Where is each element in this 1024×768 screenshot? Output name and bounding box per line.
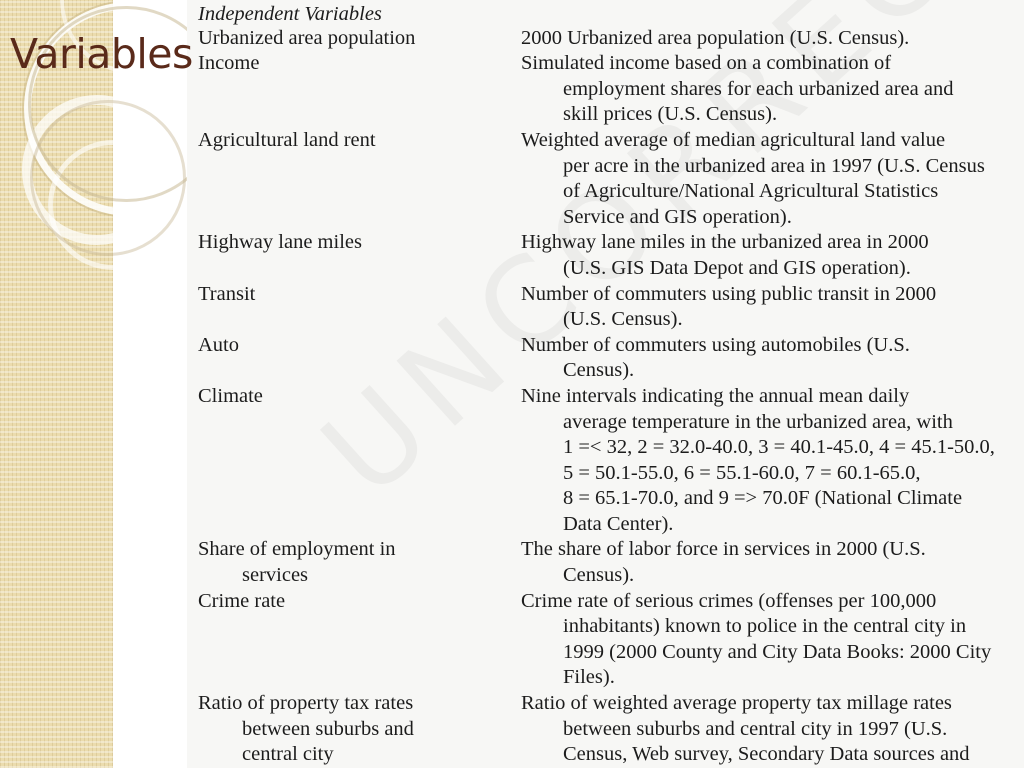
variable-name-cell (198, 51, 521, 128)
definition-line: Number of commuters using public transit in 2000 (521, 282, 937, 305)
table-row (198, 51, 1024, 128)
definition-line: inhabitants) known to police in the central city in (563, 615, 967, 638)
variable-name-cell (198, 282, 521, 333)
variable-name-cell (198, 26, 521, 52)
definition-line: average temperature in the urbanized area, with (563, 410, 953, 433)
table-row (198, 128, 1024, 230)
definition-line: Simulated income based on a combination of (521, 52, 892, 75)
variable-definition-cell (521, 26, 1024, 52)
definition-line: of Agriculture/National Agricultural Statistics (563, 180, 939, 203)
variable-definition-cell (521, 282, 1024, 333)
variables-table (198, 0, 1024, 768)
definition-line: (U.S. Census). (563, 308, 683, 331)
variable-name-line: central city (242, 743, 334, 766)
variable-name-line: Urbanized area population (198, 26, 416, 49)
table-row (198, 691, 1024, 768)
table-row (198, 333, 1024, 384)
definition-line: Weighted average of median agricultural land value (521, 128, 946, 151)
definition-line: Nine intervals indicating the annual mean daily (521, 384, 910, 407)
definition-line: Number of commuters using automobiles (U.S. (521, 333, 910, 356)
variable-definition-cell (521, 691, 1024, 768)
variable-definition-cell (521, 384, 1024, 538)
definition-line: 8 = 65.1-70.0, and 9 => 70.0F (National Climate (563, 487, 963, 510)
scanned-table-image (187, 0, 1024, 768)
table-row (198, 589, 1024, 691)
decorative-side-strip (0, 0, 113, 768)
variable-name-line: between suburbs and (242, 717, 414, 740)
variable-name-cell (198, 230, 521, 281)
table-row (198, 26, 1024, 52)
table-heading: Independent Variables (198, 3, 382, 25)
definition-line: employment shares for each urbanized area and (563, 77, 954, 100)
variable-definition-cell (521, 537, 1024, 588)
variable-definition-cell (521, 589, 1024, 691)
variable-name-line: Agricultural land rent (198, 128, 376, 151)
table-row (198, 230, 1024, 281)
variable-name-cell (198, 691, 521, 768)
definition-line: Files). (563, 666, 615, 689)
variable-name-line: services (242, 564, 309, 587)
definition-line: between suburbs and central city in 1997 (U.S. (563, 717, 948, 740)
definition-line: Data Center). (563, 512, 674, 535)
definition-line: Service and GIS operation). (563, 205, 792, 228)
definition-line: (U.S. GIS Data Depot and GIS operation). (563, 256, 911, 279)
definition-line: 1 =< 32, 2 = 32.0-40.0, 3 = 40.1-45.0, 4 = 45.1-50.0, (563, 436, 995, 459)
table-body (198, 26, 1024, 768)
definition-line: The share of labor force in services in 2000 (U.S. (521, 538, 926, 561)
table-row (198, 384, 1024, 538)
variable-name-cell (198, 537, 521, 588)
table-row (198, 282, 1024, 333)
variable-name-line: Ratio of property tax rates (198, 692, 414, 715)
variable-name-cell (198, 333, 521, 384)
variable-name-line: Transit (198, 282, 256, 305)
definition-line: skill prices (U.S. Census). (563, 103, 778, 126)
definition-line: Highway lane miles in the urbanized area in 2000 (521, 231, 929, 254)
definition-line: 2000 Urbanized area population (U.S. Census). (521, 26, 910, 49)
definition-line: Census, Web survey, Secondary Data sources and (563, 743, 970, 766)
definition-line: Census). (563, 359, 635, 382)
variable-name-cell (198, 589, 521, 691)
variable-name-line: Auto (198, 333, 239, 356)
variable-definition-cell (521, 128, 1024, 230)
definition-line: per acre in the urbanized area in 1997 (U.S. Census (563, 154, 985, 177)
variable-name-line: Share of employment in (198, 538, 396, 561)
definition-line: Ratio of weighted average property tax millage rates (521, 692, 952, 715)
variable-name-line: Climate (198, 384, 263, 407)
variable-definition-cell (521, 51, 1024, 128)
variable-definition-cell (521, 333, 1024, 384)
variable-name-cell (198, 384, 521, 538)
definition-line: Crime rate of serious crimes (offenses per 100,000 (521, 589, 937, 612)
definition-line: Census). (563, 564, 635, 587)
variable-name-line: Highway lane miles (198, 231, 362, 254)
variable-definition-cell (521, 230, 1024, 281)
variable-name-line: Income (198, 52, 260, 75)
definition-line: 1999 (2000 County and City Data Books: 2000 City (563, 640, 992, 663)
slide-title: Variables (10, 30, 193, 78)
table-row (198, 537, 1024, 588)
definition-line: 5 = 50.1-55.0, 6 = 55.1-60.0, 7 = 60.1-65.0, (563, 461, 921, 484)
variable-name-cell (198, 128, 521, 230)
variable-name-line: Crime rate (198, 589, 286, 612)
